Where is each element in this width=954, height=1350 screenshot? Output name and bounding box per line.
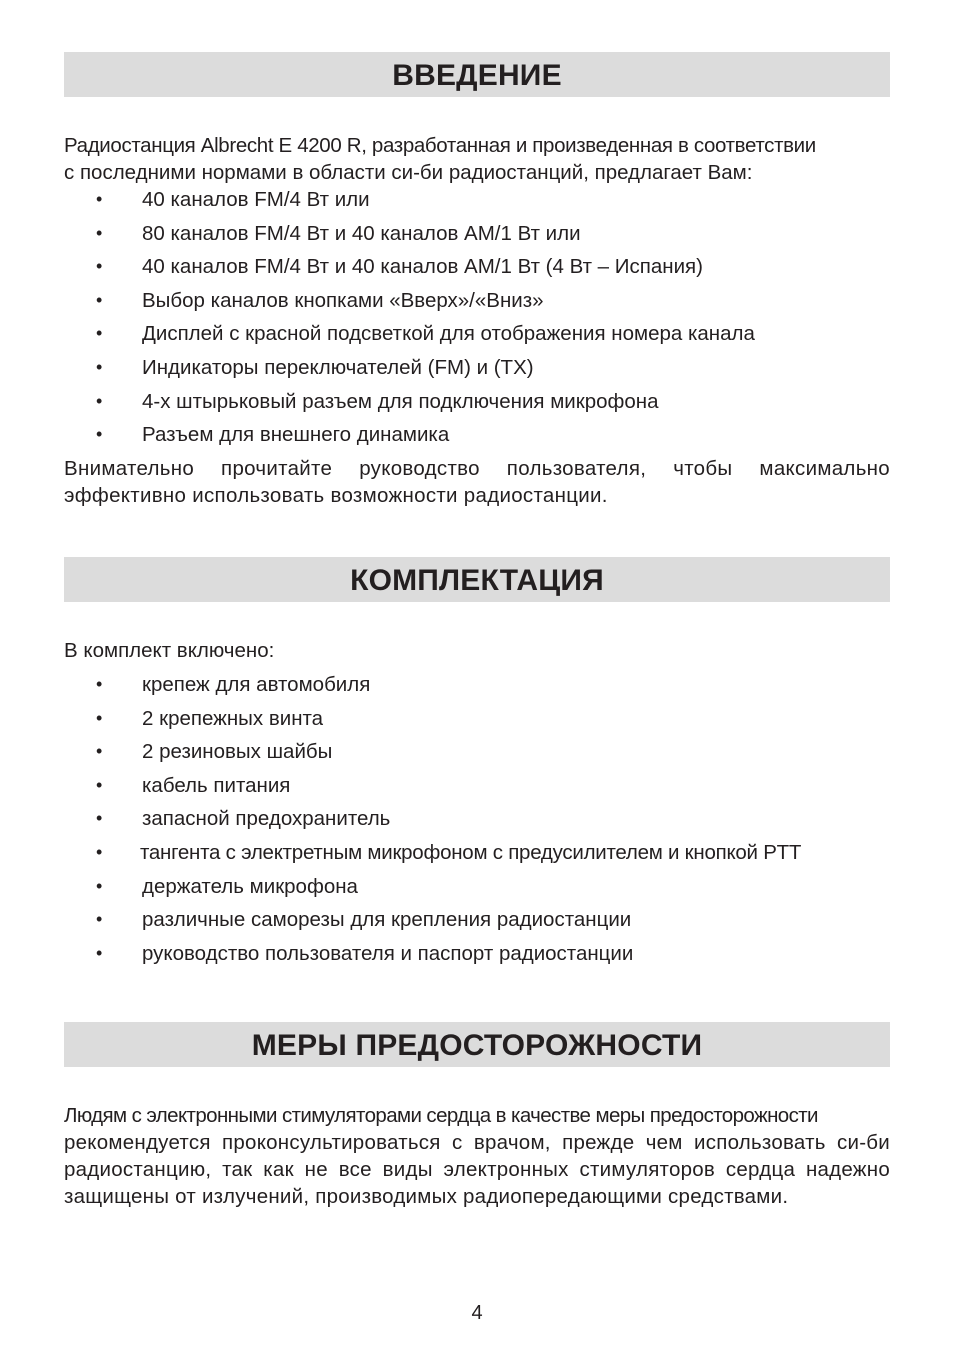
list-item: • Выбор каналов кнопками «Вверх»/«Вниз» (64, 284, 890, 318)
package-lead: В комплект включено: (64, 639, 275, 662)
list-item: • 40 каналов FM/4 Вт или (64, 183, 890, 217)
list-item: • Дисплей с красной подсветкой для отображения номера канала (64, 317, 890, 351)
section-heading-intro: ВВЕДЕНИЕ (64, 52, 890, 97)
bullet-icon: • (96, 774, 103, 795)
package-contents-list (64, 668, 890, 970)
bullet-icon: • (96, 256, 103, 277)
list-item: • 2 крепежных винта (64, 702, 890, 736)
bullet-icon: • (96, 323, 103, 344)
bullet-icon: • (96, 222, 103, 243)
bullet-icon: • (96, 808, 103, 829)
bullet-icon: • (96, 289, 103, 310)
list-item: • Индикаторы переключателей (FM) и (TX) (64, 351, 890, 385)
bullet-icon: • (96, 741, 103, 762)
section-heading-precautions: МЕРЫ ПРЕДОСТОРОЖНОСТИ (64, 1022, 890, 1067)
list-item: • крепеж для автомобиля (64, 668, 890, 702)
list-item: • тангента с электретным микрофоном с предусилителем и кнопкой PTT (64, 836, 890, 870)
list-item: • кабель питания (64, 769, 890, 803)
bullet-icon: • (96, 390, 103, 411)
intro-feature-list (64, 183, 890, 452)
bullet-icon: • (96, 942, 103, 963)
bullet-icon: • (96, 674, 103, 694)
intro-lead-line-2: с последними нормами в области си-би радиостанций, предлагает Вам: (64, 161, 753, 184)
bullet-icon: • (96, 356, 103, 377)
list-item: • запасной предохранитель (64, 802, 890, 836)
bullet-icon: • (96, 909, 103, 930)
list-item: • 4-х штырьковый разъем для подключения микрофона (64, 385, 890, 419)
bullet-icon: • (96, 841, 103, 862)
page-number: 4 (471, 1302, 483, 1324)
list-item: • держатель микрофона (64, 870, 890, 904)
list-item: • 2 резиновых шайбы (64, 735, 890, 769)
intro-closing-paragraph: Внимательно прочитайте руководство пользователя, чтобы максимально эффективно использовать возможности радиостанции. (64, 457, 890, 507)
list-item: • Разъем для внешнего динамика (64, 418, 890, 452)
precautions-paragraph: рекомендуется проконсультироваться с врачом, прежде чем использовать си-би радиостанцию, так как не все виды электронных стимуляторов сердца надежно защищены от излучений, производимых радиопередающими средствами. (64, 1131, 890, 1208)
list-item: • 40 каналов FM/4 Вт и 40 каналов AM/1 Вт (4 Вт – Испания) (64, 250, 890, 284)
list-item: • 80 каналов FM/4 Вт и 40 каналов AM/1 Вт или (64, 217, 890, 251)
precautions-line-1: Людям с электронными стимуляторами сердца в качестве меры предосторожности (64, 1104, 818, 1127)
bullet-icon: • (96, 875, 103, 896)
bullet-icon: • (96, 189, 103, 209)
list-item: • различные саморезы для крепления радиостанции (64, 903, 890, 937)
list-item: • руководство пользователя и паспорт радиостанции (64, 937, 890, 971)
bullet-icon: • (96, 424, 103, 445)
section-heading-package: КОМПЛЕКТАЦИЯ (64, 557, 890, 602)
intro-lead-line-1: Радиостанция Albrecht E 4200 R, разработанная и произведенная в соответствии (64, 134, 816, 157)
bullet-icon: • (96, 707, 103, 728)
